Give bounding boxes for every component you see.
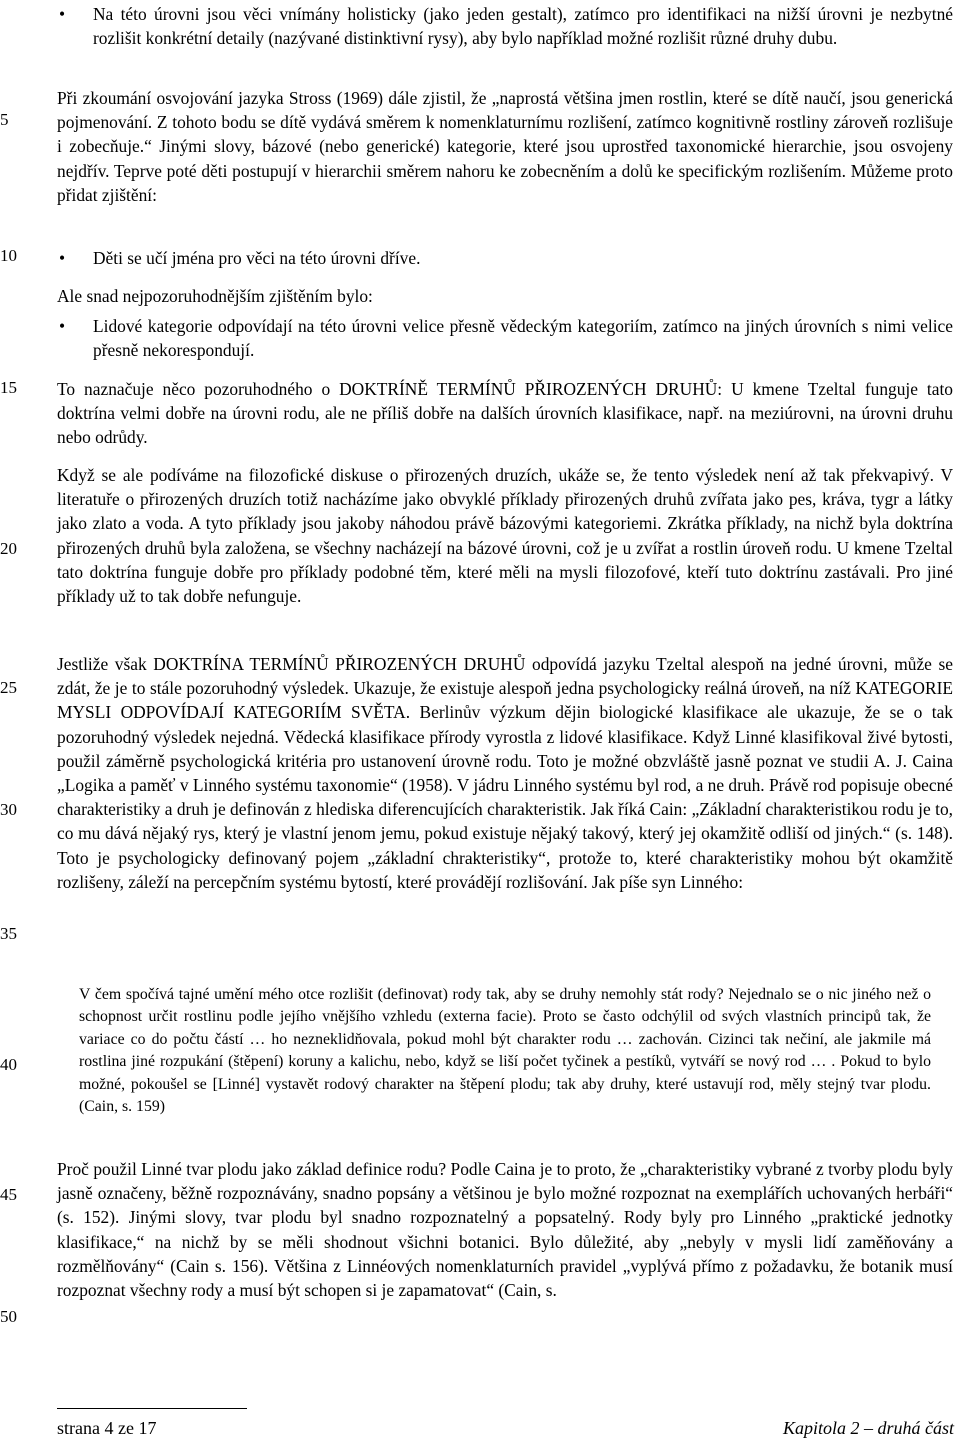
bullet-icon: • <box>59 316 66 336</box>
paragraph: Proč použil Linné tvar plodu jako základ definice rodu? Podle Caina je to proto, že „charakteristiky vybrané z tvorby plodu byly jasně označeny, běžně rozpoznávány, snadno popsány a většinou je bylo možné rozpoznat na exemplářích uchovaných herbáři“ (s. 152). Jinými slovy, tvar plodu byl snadno rozpoznatelný a popsatelný. Rody byly pro Linného „praktické jednotky klasifikace,“ na nichž by se měli shodnout všichni botanici. Bylo důležité, aby „nebyly v mysli lidí zaměňovány a rozmělňovány“ (Cain s. 156). Většina z Linnéových nomenklaturních pravidel „vyplývá přímo z požadavku, že botanik musí rozpoznat všechny rody a musí být schopen si je zapamatovat“ (Cain, s. <box>57 1159 953 1301</box>
line-number: 50 <box>0 1307 17 1326</box>
line-number: 15 <box>0 378 17 397</box>
chapter-label: Kapitola 2 – druhá část <box>782 1418 954 1438</box>
paragraph: To naznačuje něco pozoruhodného o DOKTRÍNĚ TERMÍNŮ PŘIROZENÝCH DRUHŮ: U kmene Tzeltal funguje tato doktrína velmi dobře na úrovni rodu, ale ne příliš dobře na dalších úrovních klasifikace, např. na meziúrovni, na úrovni druhu nebo odrůdy. <box>57 379 953 448</box>
bullet-item: • Děti se učí jména pro věci na této úrovni dříve. <box>57 246 953 270</box>
paragraph: Když se ale podíváme na filozofické diskuse o přirozených druzích, ukáže se, že tento výsledek není až tak překvapivý. V literatuře o přirozených druzích totiž nacházíme jako obvyklé příklady přirozených druhů zvířata jako pes, kráva, tygr a látky jako zlato a voda. A tyto příklady jsou jakoby náhodou právě bázovými kategoriemi. Zkrátka příklady, na nichž byla doktrína přirozených druhů byla založena, se všechny nacházejí na bázové úrovni, což je u zvířat a rostlin úroveň rodu. U kmene Tzeltal tato doktrína funguje dobře pro příklady podobné těm, které měli na mysli filozofové, kteří tuto doktrínu zastávali. Pro jiné příklady už to tak dobře nefunguje. <box>57 465 953 607</box>
line-number: 10 <box>0 246 17 265</box>
bullet-item: • Na této úrovni jsou věci vnímány holisticky (jako jeden gestalt), zatímco pro identifikaci na nižší úrovni je nezbytné rozlišit konkrétní detaily (nazývané distinktivní rysy), aby bylo například možné rozlišit různé druhy dubu. <box>59 4 953 49</box>
line-number: 20 <box>0 539 17 558</box>
bullet-icon: • <box>59 4 66 24</box>
paragraph: Při zkoumání osvojování jazyka Stross (1969) dále zjistil, že „naprostá většina jmen rostlin, které se dítě naučí, jsou generická pojmenování. Z tohoto bodu se dítě vydává směrem k nomenklaturnímu rozlišení, zatímco kognitivně rostliny zároveň rozlišuje i zobecňuje.“ Jinými slovy, bázové (nebo generické) kategorie, které jsou uprostřed taxonomické hierarchie, jsou osvojeny nejdřív. Teprve poté děti postupují v hierarchii směrem nahoru ke zobecněním a dolů ke specifickým rozlišením. Můžeme proto přidat zjištění: <box>57 88 953 205</box>
line-number: 5 <box>0 110 9 129</box>
line-number: 35 <box>0 924 17 943</box>
page-number: strana 4 ze 17 <box>57 1418 157 1438</box>
line-number: 25 <box>0 678 17 697</box>
line-number: 30 <box>0 800 17 819</box>
bullet-item: • Lidové kategorie odpovídají na této úrovni velice přesně vědeckým kategoriím, zatímco na jiných úrovních s nimi velice přesně nekorespondují. <box>59 316 953 361</box>
footer-divider <box>57 1408 247 1409</box>
paragraph: Jestliže však DOKTRÍNA TERMÍNŮ PŘIROZENÝCH DRUHŮ odpovídá jazyku Tzeltal alespoň na jedné úrovni, může se zdát, že je to stále pozoruhodný výsledek. Ukazuje, že existuje alespoň jedna psychologicky reálná úroveň, na níž KATEGORIE MYSLI ODPOVÍDAJÍ KATEGORIÍM SVĚTA. Berlinův výzkum dějin biologické klasifikace ale ukazuje, že se o tak pozoruhodný výsledek nejedná. Vědecká klasifikace přírody vyrostla z lidové klasifikace. Když Linné klasifikoval živé bytosti, použil záměrně psychologická kritéria pro ustanovení úrovně rodu. Toto je možné obzvláště jasně poznat ve studii A. J. Caina „Logika a paměť v Linného systému taxonomie“ (1958). V jádru Linného systému byl rod, a ne druh. Právě rod popisuje obecné charakteristiky a druh je definován z hlediska diferencujících charakteristik. Jak říká Cain: „Základní charakteristikou rodu je to, co mu dává nějaký rys, který je vlastní jenom jemu, pokud existuje nějaký takový, který jej okamžitě odliší od jiných.“ (s. 148). Toto je psychologicky definovaný pojem „základní chrakteristiky“, protože to, které charakteristiky mohou být okamžitě rozlišeny, záleží na percepčním systému bytostí, které provádějí rozlišování. Jak píše syn Linného: <box>57 654 953 892</box>
paragraph: Ale snad nejpozoruhodnějším zjištěním bylo: <box>57 286 373 306</box>
line-number: 45 <box>0 1185 17 1204</box>
block-quote: V čem spočívá tajné umění mého otce rozlišit (definovat) rody tak, aby se druhy nemohly stát rody? Nejednalo se o nic jiného než o schopnost určit rostlinu podle jejího vnějšího vzhledu (externa facie). Proto se často odchýlil od svých vlastních principů tak, že variace co do počtu částí … ho nezneklidňovala, pokud mohl být charakter rodu … zachován. Cizinci tak nečiní, ale jakmile má rostlina jiné rozpukání (štěpení) koruny a kalichu, nebo, když se liší počet tyčinek a pestíků, vytváří se nový rod … . Pokud to bylo možné, pokoušel se [Linné] vystavět rodový charakter na štěpení plodu; tak aby druhy, které ustavují rod, měly stejný tvar plodu. (Cain, s. 159) <box>79 986 931 1116</box>
bullet-icon: • <box>59 248 66 268</box>
line-number: 40 <box>0 1055 17 1074</box>
